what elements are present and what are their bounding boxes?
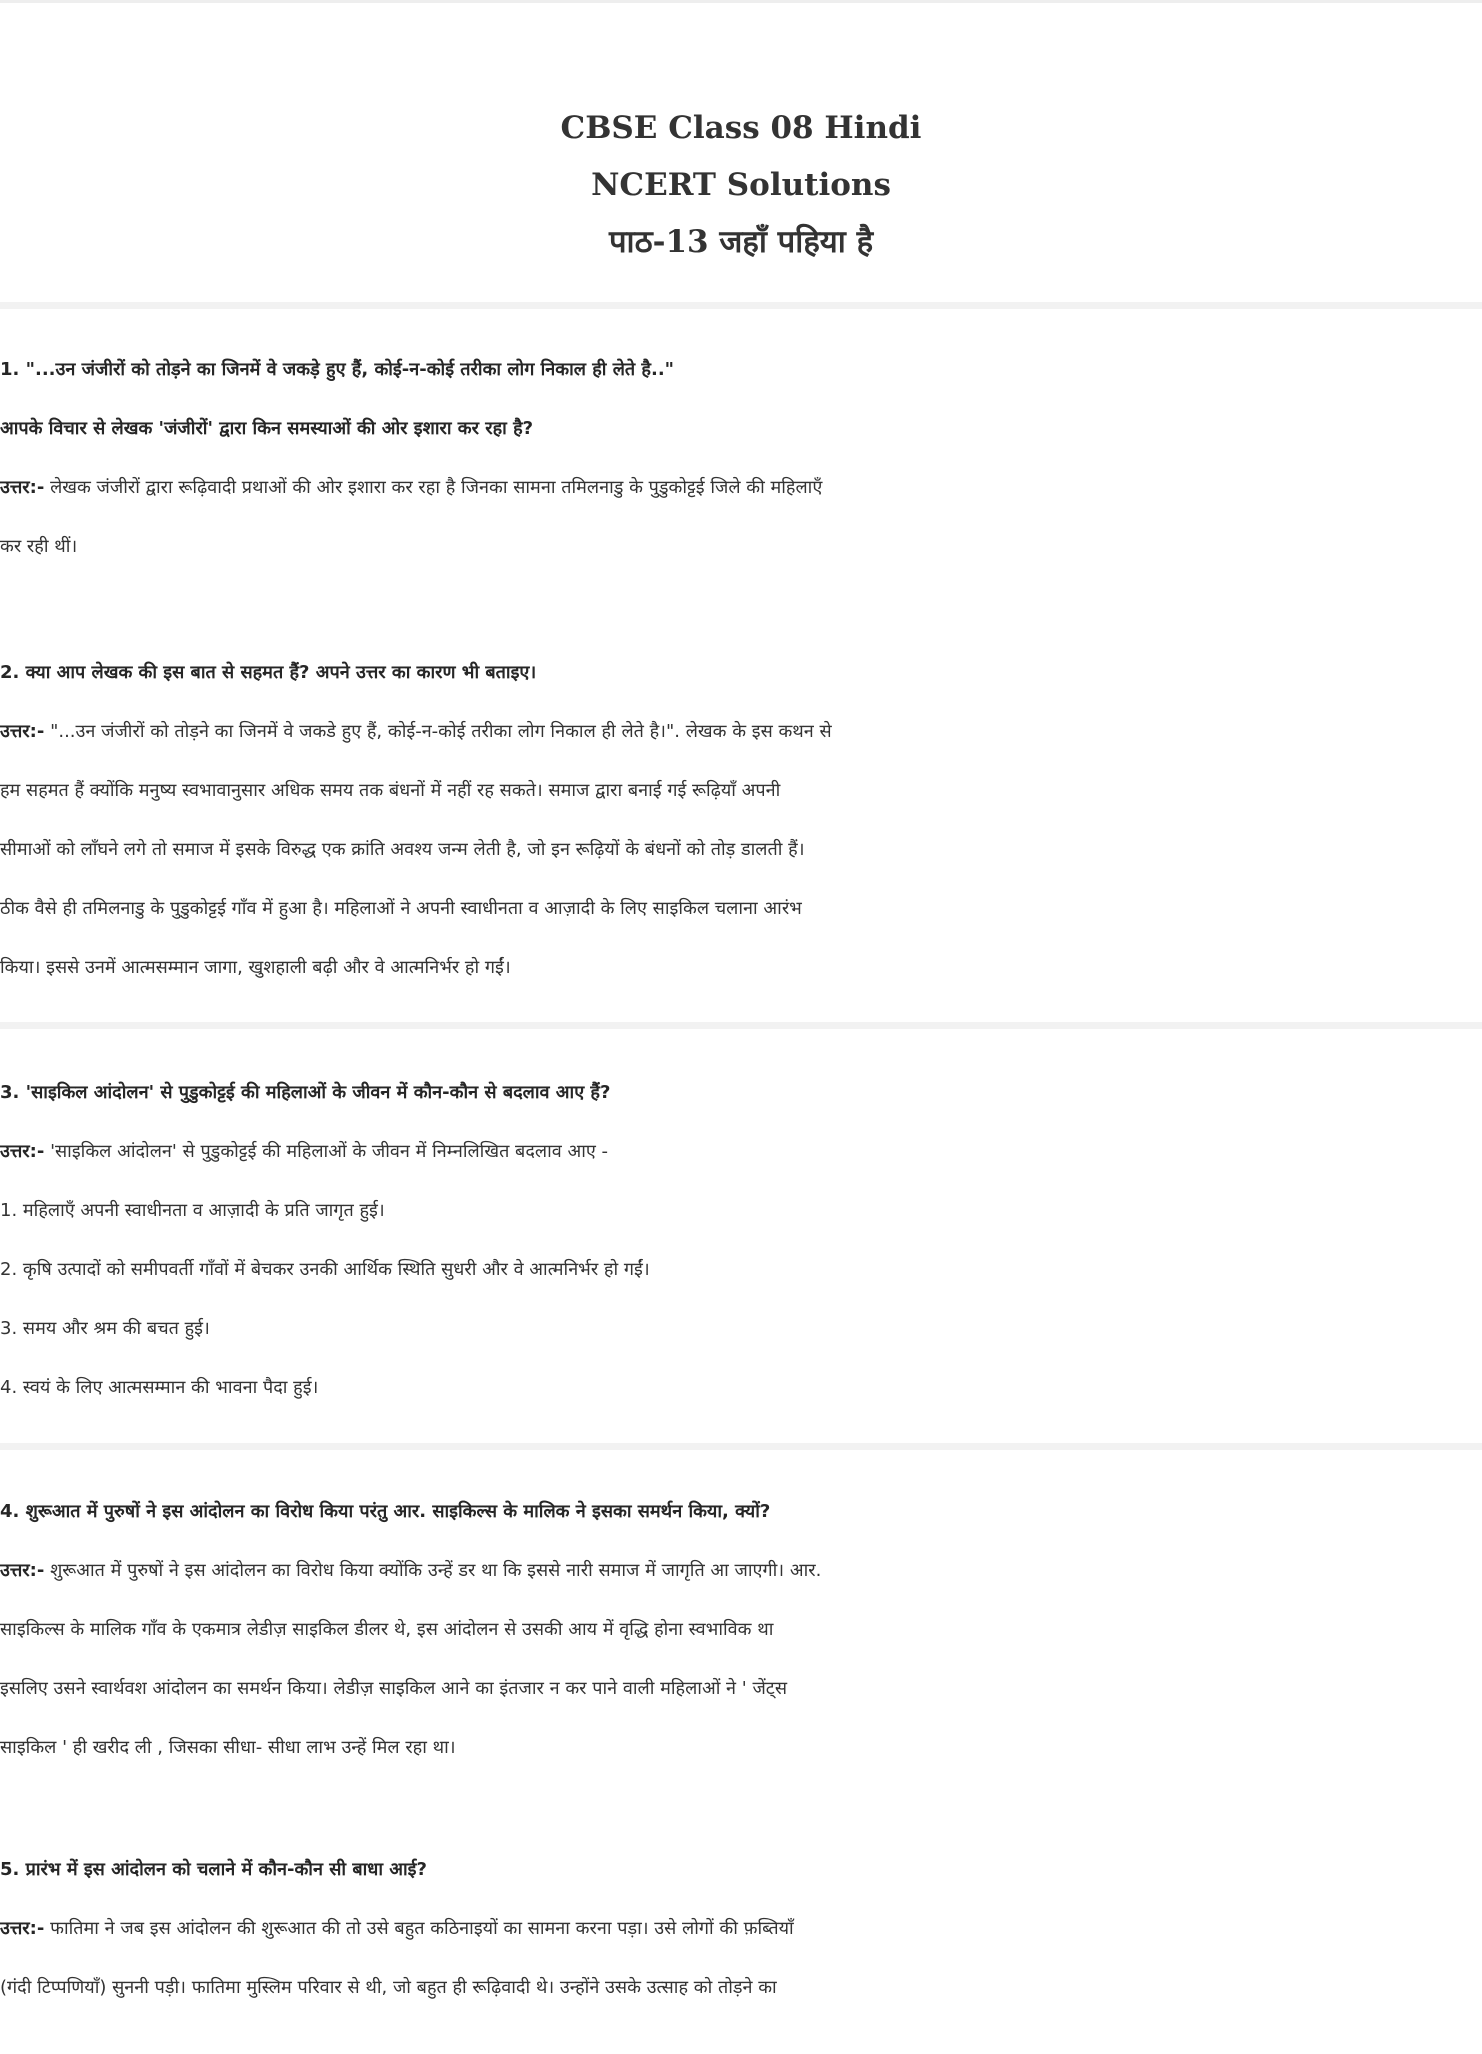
section-divider <box>0 302 1482 309</box>
answer-line: किया। इससे उनमें आत्मसम्मान जागा, खुशहाली बढ़ी और वे आत्मनिर्भर हो गईं। <box>0 957 511 978</box>
qa-block-3 <box>0 1063 1482 1417</box>
section-divider <box>0 1443 1482 1450</box>
answer-line <box>0 1122 1482 1181</box>
question-line: 3. 'साइकिल आंदोलन' से पुडुकोट्टई की महिलाओं के जीवन में कौन-कौन से बदलाव आए हैं? <box>0 1082 611 1103</box>
answer-line <box>0 702 1482 761</box>
answer-label: उत्तर:- <box>0 1560 45 1581</box>
answer-line <box>0 1899 1482 1958</box>
question-line: 4. शुरूआत में पुरुषों ने इस आंदोलन का विरोध किया परंतु आर. साइकिल्स के मालिक ने इसका समर्थन किया, क्यों? <box>0 1501 771 1522</box>
answer-line: सीमाओं को लाँघने लगे तो समाज में इसके विरुद्ध एक क्रांति अवश्य जन्म लेती है, जो इन रूढ़ियों के बंधनों को तोड़ डालती हैं। <box>0 839 805 860</box>
answer-line <box>0 458 1482 517</box>
question-line: 1. "...उन जंजीरों को तोड़ने का जिनमें वे जकड़े हुए हैं, कोई-न-कोई तरीका लोग निकाल ही लेते है.." <box>0 359 675 380</box>
answer-label: उत्तर:- <box>0 477 45 498</box>
qa-block-1 <box>0 340 1482 576</box>
header-chapter: पाठ-13 जहाँ पहिया है <box>608 224 874 260</box>
answer-text: 'साइकिल आंदोलन' से पुडुकोट्टई की महिलाओं के जीवन में निम्नलिखित बदलाव आए - <box>44 1141 609 1162</box>
question-line: आपके विचार से लेखक 'जंजीरों' द्वारा किन समस्याओं की ओर इशारा कर रहा है? <box>0 418 534 439</box>
answer-label: उत्तर:- <box>0 1141 45 1162</box>
list-item: 1. महिलाएँ अपनी स्वाधीनता व आज़ादी के प्रति जागृत हुई। <box>0 1200 385 1221</box>
answer-line: कर रही थीं। <box>0 536 78 557</box>
question-line: 5. प्रारंभ में इस आंदोलन को चलाने में कौन-कौन सी बाधा आई? <box>0 1859 427 1880</box>
answer-line: इसलिए उसने स्वार्थवश आंदोलन का समर्थन किया। लेडीज़ साइकिल आने का इंतजार न कर पाने वाली महिलाओं ने ' जेंट्स <box>0 1678 788 1699</box>
page-header <box>0 100 1482 271</box>
answer-line <box>0 1541 1482 1600</box>
answer-label: उत्तर:- <box>0 721 45 742</box>
answer-line: साइकिल्स के मालिक गाँव के एकमात्र लेडीज़ साइकिल डीलर थे, इस आंदोलन से उसकी आय में वृद्धि होना स्वभाविक था <box>0 1619 774 1640</box>
answer-label: उत्तर:- <box>0 1918 45 1939</box>
answer-text: फातिमा ने जब इस आंदोलन की शुरूआत की तो उसे बहुत कठिनाइयों का सामना करना पड़ा। उसे लोगों की फ़ब्तियाँ <box>44 1918 794 1939</box>
header-subtitle: NCERT Solutions <box>591 167 891 203</box>
answer-line: ठीक वैसे ही तमिलनाडु के पुडुकोट्टई गाँव में हुआ है। महिलाओं ने अपनी स्वाधीनता व आज़ादी के लिए साइकिल चलाना आरंभ <box>0 898 802 919</box>
answer-text: लेखक जंजीरों द्वारा रूढ़िवादी प्रथाओं की ओर इशारा कर रहा है जिनका सामना तमिलनाडु के पुडुकोट्टई जिले की महिलाएँ <box>44 477 823 498</box>
answer-line: हम सहमत हैं क्योंकि मनुष्य स्वभावानुसार अधिक समय तक बंधनों में नहीं रह सकते। समाज द्वारा बनाई गई रूढ़ियाँ अपनी <box>0 780 781 801</box>
top-divider <box>0 0 1482 3</box>
question-line: 2. क्या आप लेखक की इस बात से सहमत हैं? अपने उत्तर का कारण भी बताइए। <box>0 662 537 683</box>
answer-line: (गंदी टिप्पणियाँ) सुननी पड़ी। फातिमा मुस्लिम परिवार से थी, जो बहुत ही रूढ़िवादी थे। उन्होंने उसके उत्साह को तोड़ने का <box>0 1977 777 1998</box>
answer-text: "...उन जंजीरों को तोड़ने का जिनमें वे जकडे हुए हैं, कोई-न-कोई तरीका लोग निकाल ही लेते है।". लेखक के इस कथन से <box>44 721 832 742</box>
qa-block-4 <box>0 1482 1482 1777</box>
header-title: CBSE Class 08 Hindi <box>560 110 922 146</box>
qa-block-5 <box>0 1840 1482 2017</box>
answer-line: साइकिल ' ही खरीद ली , जिसका सीधा- सीधा लाभ उन्हें मिल रहा था। <box>0 1737 456 1758</box>
list-item: 3. समय और श्रम की बचत हुई। <box>0 1318 210 1339</box>
section-divider <box>0 1022 1482 1029</box>
qa-block-2 <box>0 643 1482 997</box>
list-item: 4. स्वयं के लिए आत्मसम्मान की भावना पैदा हुई। <box>0 1377 319 1398</box>
list-item: 2. कृषि उत्पादों को समीपवर्ती गाँवों में बेचकर उनकी आर्थिक स्थिति सुधरी और वे आत्मनिर्भर हो गईं। <box>0 1259 650 1280</box>
answer-text: शुरूआत में पुरुषों ने इस आंदोलन का विरोध किया क्योंकि उन्हें डर था कि इससे नारी समाज में जागृति आ जाएगी। आर. <box>44 1560 822 1581</box>
